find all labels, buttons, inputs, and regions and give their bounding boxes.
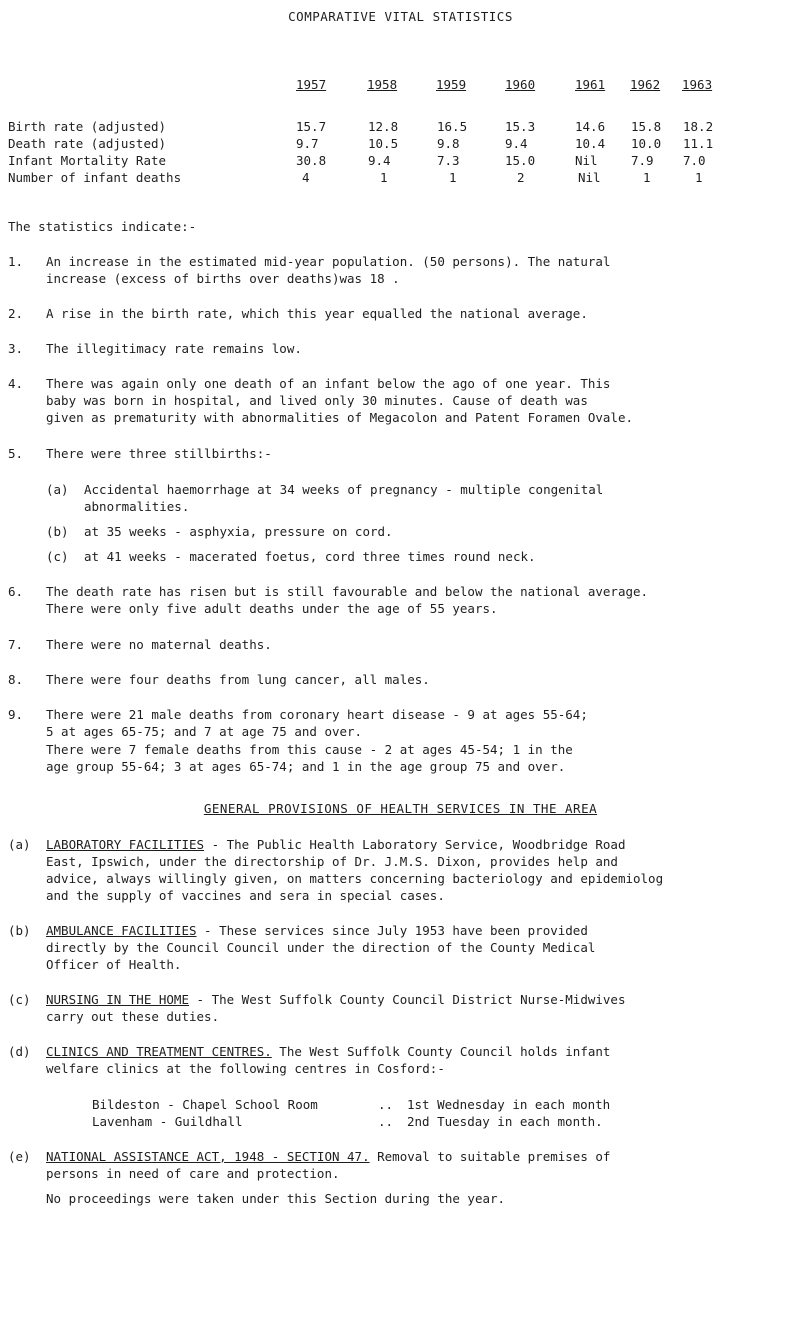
sub-item-letter: (c): [46, 549, 69, 564]
item-line: A rise in the birth rate, which this year equalled the national average.: [46, 306, 588, 321]
item-line: There were only five adult deaths under the age of 55 years.: [46, 601, 498, 616]
item-line: There were no maternal deaths.: [46, 637, 272, 652]
item-line: There were 21 male deaths from coronary heart disease - 9 at ages 55-64;: [46, 707, 588, 722]
table-cell: 1: [695, 170, 703, 185]
table-cell: 15.8: [631, 119, 662, 134]
table-cell: 16.5: [437, 119, 468, 134]
item-line: increase (excess of births over deaths)was 18 .: [46, 271, 400, 286]
provision-letter: (e): [8, 1149, 31, 1164]
provision-line: welfare clinics at the following centres in Cosford:-: [46, 1061, 445, 1076]
row-label: Death rate (adjusted): [8, 136, 167, 151]
table-cell: 15.7: [296, 119, 327, 134]
provision-line: persons in need of care and protection.: [46, 1166, 340, 1181]
provision-heading: AMBULANCE FACILITIES: [46, 923, 197, 938]
table-cell: 1: [643, 170, 651, 185]
sub-item-letter: (b): [46, 524, 69, 539]
item-line: There were four deaths from lung cancer, all males.: [46, 672, 430, 687]
table-cell: 2: [517, 170, 525, 185]
item-number: 1.: [8, 254, 24, 269]
item-line: There were 7 female deaths from this cause - 2 at ages 45-54; 1 in the: [46, 742, 573, 757]
table-cell: 15.3: [505, 119, 536, 134]
provision-text: The West Suffolk County Council holds infant: [271, 1044, 611, 1059]
provision-text: - The Public Health Laboratory Service, Woodbridge Road: [204, 837, 626, 852]
item-line: There were three stillbirths:-: [46, 446, 272, 461]
provision-letter: (a): [8, 837, 31, 852]
sub-item-line: abnormalities.: [84, 499, 190, 514]
table-cell: 1: [449, 170, 457, 185]
table-cell: 9.7: [296, 136, 319, 151]
year-header: 1957: [296, 77, 327, 92]
table-cell: 30.8: [296, 153, 327, 168]
row-label: Infant Mortality Rate: [8, 153, 167, 168]
clinic-schedule: 1st Wednesday in each month: [407, 1097, 611, 1112]
row-label: Number of infant deaths: [8, 170, 182, 185]
clinic-schedule: 2nd Tuesday in each month.: [407, 1114, 603, 1129]
item-number: 4.: [8, 376, 24, 391]
year-header: 1959: [436, 77, 467, 92]
provision-line: directly by the Council Council under the direction of the County Medical: [46, 940, 596, 955]
page-title: COMPARATIVE VITAL STATISTICS: [288, 9, 513, 24]
provision-text: - The West Suffolk County Council District Nurse-Midwives: [189, 992, 626, 1007]
clinic-leader-dots: ..: [378, 1097, 394, 1112]
provision-line: Officer of Health.: [46, 957, 182, 972]
table-cell: 9.4: [368, 153, 391, 168]
row-label: Birth rate (adjusted): [8, 119, 167, 134]
table-cell: 11.1: [683, 136, 714, 151]
table-cell: 1: [380, 170, 388, 185]
table-cell: 14.6: [575, 119, 606, 134]
provision-text: Removal to suitable premises of: [369, 1149, 611, 1164]
item-number: 8.: [8, 672, 24, 687]
provision-heading: CLINICS AND TREATMENT CENTRES.: [46, 1044, 272, 1059]
item-number: 3.: [8, 341, 24, 356]
item-line: given as prematurity with abnormalities of Megacolon and Patent Foramen Ovale.: [46, 410, 633, 425]
item-line: age group 55-64; 3 at ages 65-74; and 1 in the age group 75 and over.: [46, 759, 566, 774]
item-line: The death rate has risen but is still favourable and below the national average.: [46, 584, 649, 599]
table-cell: 15.0: [505, 153, 536, 168]
item-line: baby was born in hospital, and lived only 30 minutes. Cause of death was: [46, 393, 588, 408]
sub-item-line: at 35 weeks - asphyxia, pressure on cord.: [84, 524, 393, 539]
provision-line: East, Ipswich, under the directorship of Dr. J.M.S. Dixon, provides help and: [46, 854, 618, 869]
provision-letter: (b): [8, 923, 31, 938]
table-cell: 4: [302, 170, 310, 185]
item-line: The illegitimacy rate remains low.: [46, 341, 302, 356]
provision-letter: (c): [8, 992, 31, 1007]
item-number: 5.: [8, 446, 24, 461]
table-cell: 7.9: [631, 153, 654, 168]
year-header: 1960: [505, 77, 536, 92]
sub-item-line: Accidental haemorrhage at 34 weeks of pregnancy - multiple congenital: [84, 482, 604, 497]
item-line: 5 at ages 65-75; and 7 at age 75 and over.: [46, 724, 363, 739]
item-number: 6.: [8, 584, 24, 599]
table-cell: 7.3: [437, 153, 460, 168]
section-heading: GENERAL PROVISIONS OF HEALTH SERVICES IN THE AREA: [203, 801, 598, 816]
table-cell: Nil: [575, 153, 598, 168]
table-cell: Nil: [578, 170, 601, 185]
year-header: 1963: [682, 77, 713, 92]
clinic-place: Bildeston - Chapel School Room: [92, 1097, 318, 1112]
table-cell: 18.2: [683, 119, 714, 134]
table-cell: 10.5: [368, 136, 399, 151]
clinic-leader-dots: ..: [378, 1114, 394, 1129]
table-cell: 10.0: [631, 136, 662, 151]
item-number: 9.: [8, 707, 24, 722]
item-number: 2.: [8, 306, 24, 321]
provision-heading: NATIONAL ASSISTANCE ACT, 1948 - SECTION 47.: [46, 1149, 370, 1164]
provision-line: No proceedings were taken under this Section during the year.: [46, 1191, 506, 1206]
table-cell: 7.0: [683, 153, 706, 168]
provision-heading: LABORATORY FACILITIES: [46, 837, 205, 852]
table-cell: 12.8: [368, 119, 399, 134]
year-header: 1958: [367, 77, 398, 92]
table-cell: 9.8: [437, 136, 460, 151]
item-number: 7.: [8, 637, 24, 652]
table-cell: 10.4: [575, 136, 606, 151]
year-header: 1961: [575, 77, 606, 92]
provision-heading: NURSING IN THE HOME: [46, 992, 189, 1007]
provision-line: advice, always willingly given, on matters concerning bacteriology and epidemiolog: [46, 871, 664, 886]
item-line: An increase in the estimated mid-year population. (50 persons). The natural: [46, 254, 611, 269]
provision-letter: (d): [8, 1044, 31, 1059]
sub-item-line: at 41 weeks - macerated foetus, cord three times round neck.: [84, 549, 536, 564]
statistics-intro: The statistics indicate:-: [8, 219, 197, 234]
provision-line: carry out these duties.: [46, 1009, 220, 1024]
item-line: There was again only one death of an infant below the ago of one year. This: [46, 376, 611, 391]
provision-line: and the supply of vaccines and sera in special cases.: [46, 888, 445, 903]
clinic-place: Lavenham - Guildhall: [92, 1114, 243, 1129]
table-cell: 9.4: [505, 136, 528, 151]
sub-item-letter: (a): [46, 482, 69, 497]
year-header: 1962: [630, 77, 661, 92]
provision-text: - These services since July 1953 have been provided: [196, 923, 588, 938]
